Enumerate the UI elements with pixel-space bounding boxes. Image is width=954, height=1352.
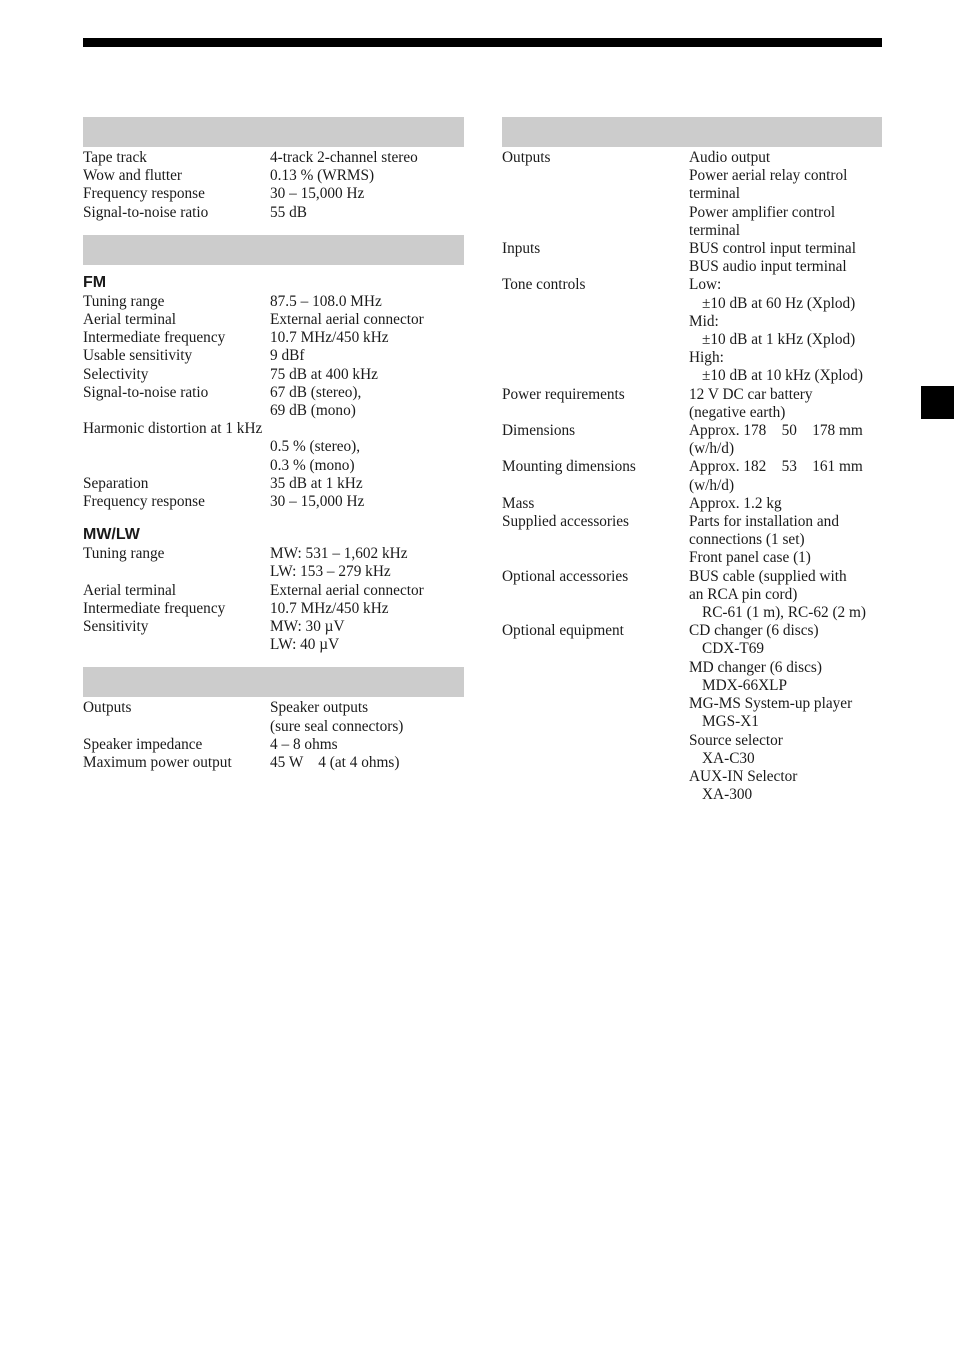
spec-value: 4 – 8 ohms bbox=[270, 735, 338, 753]
spec-label: Usable sensitivity bbox=[83, 347, 193, 365]
spec-value: BUS control input terminal BUS audio input terminal bbox=[689, 240, 856, 276]
spec-row bbox=[83, 149, 464, 167]
spec-label: Optional equipment bbox=[502, 622, 624, 640]
spec-value: Approx. 178 50 178 mm (w/h/d) bbox=[689, 422, 863, 458]
spec-label: Intermediate frequency bbox=[83, 329, 226, 347]
spec-row bbox=[502, 513, 882, 568]
spec-row bbox=[83, 185, 464, 203]
spec-value: Parts for installation and connections (1 set) Front panel case (1) bbox=[689, 513, 839, 567]
spec-label-full: Harmonic distortion at 1 kHz bbox=[83, 420, 263, 438]
mwlw-subheading: MW/LW bbox=[83, 526, 140, 544]
spec-label: Aerial terminal bbox=[83, 311, 177, 329]
spec-row bbox=[83, 347, 464, 365]
spec-row bbox=[83, 384, 464, 420]
spec-row bbox=[83, 754, 464, 772]
spec-value: 12 V DC car battery (negative earth) bbox=[689, 385, 813, 421]
spec-row bbox=[83, 329, 464, 347]
spec-value: 0.13 % (WRMS) bbox=[270, 167, 375, 185]
spec-value: 30 – 15,000 Hz bbox=[270, 493, 365, 511]
spec-row bbox=[83, 311, 464, 329]
spec-row bbox=[83, 699, 464, 735]
spec-value: 45 W 4 (at 4 ohms) bbox=[270, 754, 400, 772]
spec-row bbox=[83, 600, 464, 618]
tuner-section bbox=[83, 235, 464, 655]
spec-row bbox=[502, 458, 882, 494]
spec-label: Frequency response bbox=[83, 185, 205, 203]
spec-label: Dimensions bbox=[502, 422, 576, 440]
spec-label: Aerial terminal bbox=[83, 581, 177, 599]
spec-label: Separation bbox=[83, 474, 149, 492]
spec-label: Outputs bbox=[83, 699, 132, 717]
spec-row bbox=[502, 495, 882, 513]
left-column bbox=[83, 117, 464, 785]
spec-value: 4-track 2-channel stereo bbox=[270, 149, 418, 166]
spec-row bbox=[83, 366, 464, 384]
section-header-bar bbox=[83, 235, 464, 265]
spec-value: CD changer (6 discs) CDX-T69 MD changer (6 discs) MDX-66XLP MG-MS System-up player MGS-X1 Source selector XA-C30 AUX-IN Selector XA-300 bbox=[689, 622, 853, 804]
spec-value: BUS cable (supplied with an RCA pin cord) RC-61 (1 m), RC-62 (2 m) bbox=[689, 567, 867, 622]
spec-row bbox=[83, 475, 464, 493]
fm-subheading: FM bbox=[83, 273, 107, 291]
spec-row bbox=[502, 240, 882, 276]
spec-row bbox=[502, 568, 882, 623]
spec-label: Speaker impedance bbox=[83, 735, 203, 753]
section-header-bar bbox=[502, 117, 882, 147]
right-column bbox=[502, 117, 882, 817]
spec-row bbox=[502, 622, 882, 804]
spec-value: 35 dB at 1 kHz bbox=[270, 474, 363, 492]
spec-row bbox=[83, 545, 464, 581]
spec-row bbox=[502, 386, 882, 422]
spec-value: Audio output Power aerial relay control terminal Power amplifier control terminal bbox=[689, 149, 848, 239]
spec-value: 55 dB bbox=[270, 203, 307, 221]
spec-label: Intermediate frequency bbox=[83, 599, 226, 617]
spec-label: Tape track bbox=[83, 149, 147, 166]
general-section bbox=[502, 117, 882, 804]
spec-value: 75 dB at 400 kHz bbox=[270, 365, 378, 383]
spec-value: External aerial connector bbox=[270, 581, 424, 599]
spec-row bbox=[502, 422, 882, 458]
section-tab-marker bbox=[921, 386, 954, 419]
spec-label: Optional accessories bbox=[502, 567, 629, 585]
spec-label: Mass bbox=[502, 494, 535, 512]
spec-value: MW: 531 – 1,602 kHz LW: 153 – 279 kHz bbox=[270, 545, 408, 581]
spec-row bbox=[502, 149, 882, 240]
spec-row bbox=[83, 167, 464, 185]
spec-row bbox=[83, 736, 464, 754]
spec-row bbox=[83, 204, 464, 222]
spec-label: Maximum power output bbox=[83, 754, 232, 772]
spec-label: Tuning range bbox=[83, 292, 165, 310]
spec-label: Wow and flutter bbox=[83, 167, 183, 185]
spec-value: 30 – 15,000 Hz bbox=[270, 185, 365, 203]
spec-row bbox=[83, 493, 464, 511]
spec-value: Speaker outputs (sure seal connectors) bbox=[270, 699, 404, 735]
spec-value: 9 dBf bbox=[270, 347, 305, 365]
spec-row bbox=[83, 293, 464, 311]
spec-label: Mounting dimensions bbox=[502, 458, 636, 476]
spec-value: 67 dB (stereo), 69 dB (mono) bbox=[270, 383, 362, 420]
spec-value: External aerial connector bbox=[270, 311, 424, 329]
spec-row bbox=[83, 582, 464, 600]
section-header-bar bbox=[83, 667, 464, 697]
spec-value: Approx. 1.2 kg bbox=[689, 494, 782, 512]
spec-label: Tone controls bbox=[502, 276, 586, 294]
spec-value: Low: ±10 dB at 60 Hz (Xplod) Mid: ±10 dB at 1 kHz (Xplod) High: ±10 dB at 10 kHz (Xplod) bbox=[689, 276, 863, 385]
spec-label: Selectivity bbox=[83, 365, 149, 383]
spec-label: Tuning range bbox=[83, 545, 165, 563]
spec-value: 10.7 MHz/450 kHz bbox=[270, 329, 389, 347]
spec-value: Approx. 182 53 161 mm (w/h/d) bbox=[689, 458, 863, 494]
cassette-section bbox=[83, 117, 464, 222]
amplifier-section bbox=[83, 667, 464, 772]
spec-value: 10.7 MHz/450 kHz bbox=[270, 599, 389, 617]
spec-row bbox=[83, 618, 464, 654]
spec-row bbox=[502, 276, 882, 385]
spec-label: Supplied accessories bbox=[502, 513, 630, 531]
spec-value: 0.5 % (stereo), 0.3 % (mono) bbox=[270, 438, 361, 474]
spec-label: Inputs bbox=[502, 240, 541, 258]
spec-label: Outputs bbox=[502, 149, 551, 166]
spec-label: Power requirements bbox=[502, 385, 625, 403]
top-rule bbox=[83, 38, 882, 47]
spec-value: MW: 30 µV LW: 40 µV bbox=[270, 618, 345, 654]
spec-value: 87.5 – 108.0 MHz bbox=[270, 292, 382, 310]
spec-label: Frequency response bbox=[83, 493, 205, 511]
spec-label: Sensitivity bbox=[83, 618, 149, 636]
spec-label: Signal-to-noise ratio bbox=[83, 383, 209, 401]
spec-row bbox=[83, 438, 464, 474]
spec-label: Signal-to-noise ratio bbox=[83, 203, 209, 221]
section-header-bar bbox=[83, 117, 464, 147]
